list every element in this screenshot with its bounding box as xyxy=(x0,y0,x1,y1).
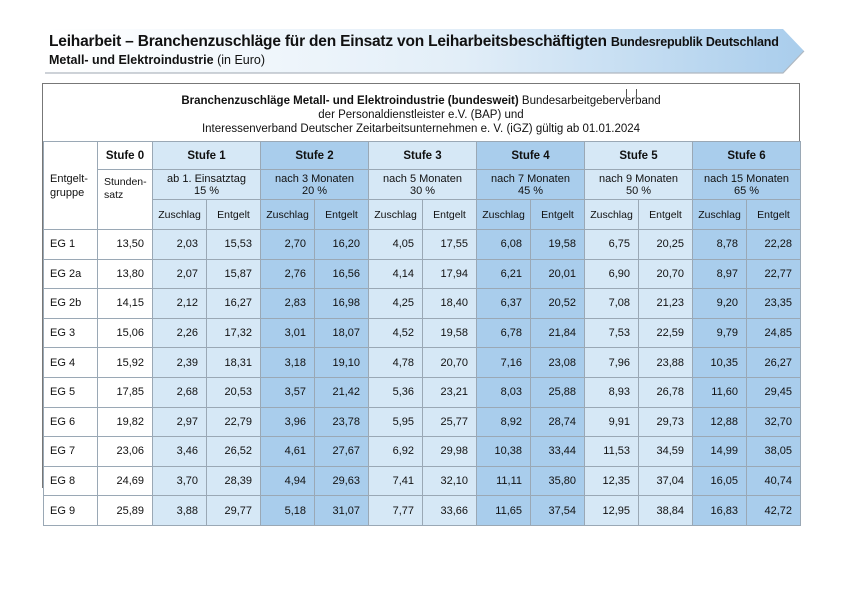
zuschlag-cell: 9,91 xyxy=(585,407,639,437)
zuschlag-cell: 8,78 xyxy=(693,230,747,260)
zuschlag-cell: 6,92 xyxy=(369,437,423,467)
entgelt-cell: 27,67 xyxy=(315,437,369,467)
stufe-timing-label: ab 1. Einsatztag xyxy=(167,172,246,185)
zuschlag-cell: 5,18 xyxy=(261,496,315,526)
entgelt-cell: 20,52 xyxy=(531,289,585,319)
stufe-percentage: 15 % xyxy=(193,184,220,197)
text-cursor-mark xyxy=(626,89,637,101)
zuschlag-cell: 11,11 xyxy=(477,466,531,496)
stundensatz-cell: 19,82 xyxy=(98,407,153,437)
entgelt-cell: 32,70 xyxy=(747,407,801,437)
entgelt-cell: 16,27 xyxy=(207,289,261,319)
zuschlag-cell: 9,20 xyxy=(693,289,747,319)
entgeltgruppe-cell: EG 8 xyxy=(44,466,98,496)
zuschlag-cell: 7,96 xyxy=(585,348,639,378)
zuschlag-cell: 7,16 xyxy=(477,348,531,378)
entgeltgruppe-cell: EG 3 xyxy=(44,318,98,348)
zuschlag-header: Zuschlag xyxy=(261,200,315,230)
zuschlag-cell: 2,03 xyxy=(153,230,207,260)
entgelt-cell: 23,08 xyxy=(531,348,585,378)
stundensatz-label-1: Stunden- xyxy=(104,176,147,188)
entgelt-cell: 17,94 xyxy=(423,259,477,289)
entgelt-cell: 16,98 xyxy=(315,289,369,319)
zuschlag-cell: 7,41 xyxy=(369,466,423,496)
entgelt-cell: 38,84 xyxy=(639,496,693,526)
stufe-percentage: 65 % xyxy=(733,184,760,197)
entgelt-cell: 25,88 xyxy=(531,377,585,407)
zuschlag-cell: 2,83 xyxy=(261,289,315,319)
zuschlag-cell: 8,92 xyxy=(477,407,531,437)
zuschlag-cell: 12,88 xyxy=(693,407,747,437)
entgelt-cell: 22,59 xyxy=(639,318,693,348)
zuschlag-cell: 2,70 xyxy=(261,230,315,260)
header-row-timing xyxy=(44,170,801,200)
entgelt-cell: 16,20 xyxy=(315,230,369,260)
zuschlag-cell: 11,60 xyxy=(693,377,747,407)
stufe-2-timing xyxy=(261,170,369,200)
stundensatz-cell: 15,06 xyxy=(98,318,153,348)
stufe-0-header: Stufe 0 xyxy=(98,142,153,170)
entgeltgruppe-cell: EG 6 xyxy=(44,407,98,437)
zuschlag-cell: 8,03 xyxy=(477,377,531,407)
zuschlag-cell: 6,90 xyxy=(585,259,639,289)
zuschlag-cell: 3,46 xyxy=(153,437,207,467)
entgeltgruppe-header xyxy=(44,142,98,230)
header-row-subcolumns xyxy=(44,200,801,230)
stufe-timing-label: nach 15 Monaten xyxy=(703,172,789,185)
entgelt-cell: 15,87 xyxy=(207,259,261,289)
zuschlag-cell: 6,75 xyxy=(585,230,639,260)
zuschlag-cell: 4,05 xyxy=(369,230,423,260)
zuschlag-cell: 3,96 xyxy=(261,407,315,437)
entgelt-cell: 20,53 xyxy=(207,377,261,407)
zuschlag-cell: 12,95 xyxy=(585,496,639,526)
zuschlag-cell: 6,21 xyxy=(477,259,531,289)
entgeltgruppe-cell: EG 2a xyxy=(44,259,98,289)
stufe-percentage: 30 % xyxy=(409,184,436,197)
zuschlag-cell: 6,78 xyxy=(477,318,531,348)
stufe-1-header: Stufe 1 xyxy=(153,142,261,170)
surcharge-table xyxy=(43,141,801,526)
zuschlag-cell: 10,35 xyxy=(693,348,747,378)
stundensatz-cell: 24,69 xyxy=(98,466,153,496)
entgelt-header: Entgelt xyxy=(531,200,585,230)
entgelt-header: Entgelt xyxy=(747,200,801,230)
stundensatz-cell: 15,92 xyxy=(98,348,153,378)
zuschlag-cell: 2,39 xyxy=(153,348,207,378)
entgeltgruppe-cell: EG 4 xyxy=(44,348,98,378)
zuschlag-header: Zuschlag xyxy=(693,200,747,230)
zuschlag-cell: 5,95 xyxy=(369,407,423,437)
entgelt-cell: 34,59 xyxy=(639,437,693,467)
entgelt-cell: 21,42 xyxy=(315,377,369,407)
entgelt-cell: 22,77 xyxy=(747,259,801,289)
zuschlag-cell: 11,53 xyxy=(585,437,639,467)
zuschlag-cell: 16,83 xyxy=(693,496,747,526)
entgelt-cell: 19,58 xyxy=(531,230,585,260)
table-row xyxy=(44,466,801,496)
table-title-block xyxy=(43,84,799,142)
zuschlag-cell: 4,61 xyxy=(261,437,315,467)
zuschlag-cell: 5,36 xyxy=(369,377,423,407)
stufe-timing-label: nach 9 Monaten xyxy=(599,172,678,185)
zuschlag-cell: 2,12 xyxy=(153,289,207,319)
page-title xyxy=(49,33,779,51)
zuschlag-cell: 2,68 xyxy=(153,377,207,407)
entgelt-cell: 37,54 xyxy=(531,496,585,526)
zuschlag-cell: 2,07 xyxy=(153,259,207,289)
stundensatz-cell: 25,89 xyxy=(98,496,153,526)
table-row xyxy=(44,496,801,526)
entgelt-header: Entgelt xyxy=(315,200,369,230)
stundensatz-cell: 13,50 xyxy=(98,230,153,260)
entgelt-cell: 32,10 xyxy=(423,466,477,496)
zuschlag-cell: 3,70 xyxy=(153,466,207,496)
zuschlag-cell: 7,77 xyxy=(369,496,423,526)
entgelt-cell: 29,45 xyxy=(747,377,801,407)
stufe-timing-label: nach 5 Monaten xyxy=(383,172,462,185)
entgeltgruppe-cell: EG 9 xyxy=(44,496,98,526)
entgelt-cell: 21,23 xyxy=(639,289,693,319)
entgelt-cell: 18,07 xyxy=(315,318,369,348)
entgelt-cell: 38,05 xyxy=(747,437,801,467)
zuschlag-cell: 6,37 xyxy=(477,289,531,319)
zuschlag-cell: 4,52 xyxy=(369,318,423,348)
entgelt-cell: 24,85 xyxy=(747,318,801,348)
entgelt-cell: 25,77 xyxy=(423,407,477,437)
zuschlag-cell: 9,79 xyxy=(693,318,747,348)
zuschlag-cell: 3,57 xyxy=(261,377,315,407)
entgeltgruppe-cell: EG 5 xyxy=(44,377,98,407)
entgelt-cell: 19,58 xyxy=(423,318,477,348)
entgelt-cell: 33,66 xyxy=(423,496,477,526)
entgelt-cell: 29,77 xyxy=(207,496,261,526)
stufe-5-header: Stufe 5 xyxy=(585,142,693,170)
entgelt-cell: 23,35 xyxy=(747,289,801,319)
entgelt-cell: 17,55 xyxy=(423,230,477,260)
zuschlag-cell: 2,76 xyxy=(261,259,315,289)
entgelt-cell: 23,21 xyxy=(423,377,477,407)
entgelt-cell: 18,40 xyxy=(423,289,477,319)
entgelt-cell: 22,28 xyxy=(747,230,801,260)
entgelt-cell: 15,53 xyxy=(207,230,261,260)
stufe-6-header: Stufe 6 xyxy=(693,142,801,170)
zuschlag-cell: 10,38 xyxy=(477,437,531,467)
table-row xyxy=(44,407,801,437)
table-frame xyxy=(42,83,800,517)
entgelt-cell: 20,70 xyxy=(423,348,477,378)
stufe-3-timing xyxy=(369,170,477,200)
stundensatz-header xyxy=(98,170,153,230)
table-title-rest: Bundesarbeitgeberverband xyxy=(521,95,661,107)
entgelt-cell: 33,44 xyxy=(531,437,585,467)
zuschlag-cell: 7,08 xyxy=(585,289,639,319)
entgelt-cell: 23,88 xyxy=(639,348,693,378)
stufe-4-timing xyxy=(477,170,585,200)
entgelt-cell: 17,32 xyxy=(207,318,261,348)
entgeltgruppe-label-2: gruppe xyxy=(50,186,85,199)
entgelt-cell: 31,07 xyxy=(315,496,369,526)
stundensatz-cell: 17,85 xyxy=(98,377,153,407)
table-row xyxy=(44,289,801,319)
stufe-3-header: Stufe 3 xyxy=(369,142,477,170)
entgelt-cell: 20,25 xyxy=(639,230,693,260)
zuschlag-cell: 7,53 xyxy=(585,318,639,348)
entgeltgruppe-label-1: Entgelt- xyxy=(50,172,88,185)
entgelt-cell: 26,27 xyxy=(747,348,801,378)
title-region: Bundesrepublik Deutschland xyxy=(610,35,779,49)
zuschlag-header: Zuschlag xyxy=(585,200,639,230)
entgelt-cell: 19,10 xyxy=(315,348,369,378)
table-title-line-3: Interessenverband Deutscher Zeitarbeitsunternehmen e. V. (iGZ) gültig ab 01.01.2024 xyxy=(201,123,641,135)
entgelt-cell: 18,31 xyxy=(207,348,261,378)
entgelt-cell: 37,04 xyxy=(639,466,693,496)
zuschlag-cell: 4,25 xyxy=(369,289,423,319)
stufe-6-timing xyxy=(693,170,801,200)
entgelt-cell: 29,63 xyxy=(315,466,369,496)
entgelt-cell: 28,74 xyxy=(531,407,585,437)
entgelt-cell: 28,39 xyxy=(207,466,261,496)
table-row xyxy=(44,230,801,260)
entgelt-cell: 35,80 xyxy=(531,466,585,496)
stundensatz-label-2: satz xyxy=(104,189,124,201)
stufe-5-timing xyxy=(585,170,693,200)
zuschlag-cell: 6,08 xyxy=(477,230,531,260)
stundensatz-cell: 23,06 xyxy=(98,437,153,467)
subtitle-unit: (in Euro) xyxy=(217,53,266,67)
stufe-4-header: Stufe 4 xyxy=(477,142,585,170)
entgelt-cell: 29,98 xyxy=(423,437,477,467)
entgelt-cell: 26,52 xyxy=(207,437,261,467)
subtitle-industry: Metall- und Elektroindustrie xyxy=(49,53,214,67)
entgeltgruppe-cell: EG 1 xyxy=(44,230,98,260)
entgelt-cell: 42,72 xyxy=(747,496,801,526)
table-row xyxy=(44,377,801,407)
zuschlag-header: Zuschlag xyxy=(477,200,531,230)
zuschlag-cell: 3,01 xyxy=(261,318,315,348)
stufe-timing-label: nach 3 Monaten xyxy=(275,172,354,185)
zuschlag-header: Zuschlag xyxy=(153,200,207,230)
table-row xyxy=(44,318,801,348)
stufe-percentage: 45 % xyxy=(517,184,544,197)
entgeltgruppe-cell: EG 2b xyxy=(44,289,98,319)
stundensatz-cell: 13,80 xyxy=(98,259,153,289)
entgelt-cell: 29,73 xyxy=(639,407,693,437)
entgelt-cell: 16,56 xyxy=(315,259,369,289)
table-title-bold: Branchenzuschläge Metall- und Elektroindustrie (bundesweit) xyxy=(181,95,519,107)
zuschlag-cell: 16,05 xyxy=(693,466,747,496)
entgelt-cell: 40,74 xyxy=(747,466,801,496)
zuschlag-cell: 11,65 xyxy=(477,496,531,526)
entgelt-cell: 20,70 xyxy=(639,259,693,289)
entgelt-header: Entgelt xyxy=(639,200,693,230)
table-title-line-2: der Personaldienstleister e.V. (BAP) und xyxy=(318,109,524,121)
zuschlag-cell: 8,93 xyxy=(585,377,639,407)
zuschlag-cell: 2,97 xyxy=(153,407,207,437)
zuschlag-header: Zuschlag xyxy=(369,200,423,230)
zuschlag-cell: 3,88 xyxy=(153,496,207,526)
entgelt-cell: 22,79 xyxy=(207,407,261,437)
zuschlag-cell: 14,99 xyxy=(693,437,747,467)
stundensatz-cell: 14,15 xyxy=(98,289,153,319)
entgelt-header: Entgelt xyxy=(423,200,477,230)
stufe-percentage: 20 % xyxy=(301,184,328,197)
entgelt-cell: 26,78 xyxy=(639,377,693,407)
zuschlag-cell: 12,35 xyxy=(585,466,639,496)
entgelt-cell: 20,01 xyxy=(531,259,585,289)
zuschlag-cell: 3,18 xyxy=(261,348,315,378)
zuschlag-cell: 4,94 xyxy=(261,466,315,496)
stufe-timing-label: nach 7 Monaten xyxy=(491,172,570,185)
table-row xyxy=(44,259,801,289)
table-row xyxy=(44,348,801,378)
entgelt-header: Entgelt xyxy=(207,200,261,230)
zuschlag-cell: 2,26 xyxy=(153,318,207,348)
table-title-line-1 xyxy=(43,95,799,108)
stufe-2-header: Stufe 2 xyxy=(261,142,369,170)
zuschlag-cell: 4,14 xyxy=(369,259,423,289)
entgelt-cell: 21,84 xyxy=(531,318,585,348)
stufe-1-timing xyxy=(153,170,261,200)
stufe-percentage: 50 % xyxy=(625,184,652,197)
table-row xyxy=(44,437,801,467)
zuschlag-cell: 4,78 xyxy=(369,348,423,378)
page-subtitle xyxy=(49,53,265,67)
entgeltgruppe-cell: EG 7 xyxy=(44,437,98,467)
title-banner xyxy=(45,29,805,74)
title-main: Leiharbeit – Branchenzuschläge für den Einsatz von Leiharbeitsbeschäftigten xyxy=(49,33,607,50)
header-row-stufe xyxy=(44,142,801,170)
zuschlag-cell: 8,97 xyxy=(693,259,747,289)
entgelt-cell: 23,78 xyxy=(315,407,369,437)
